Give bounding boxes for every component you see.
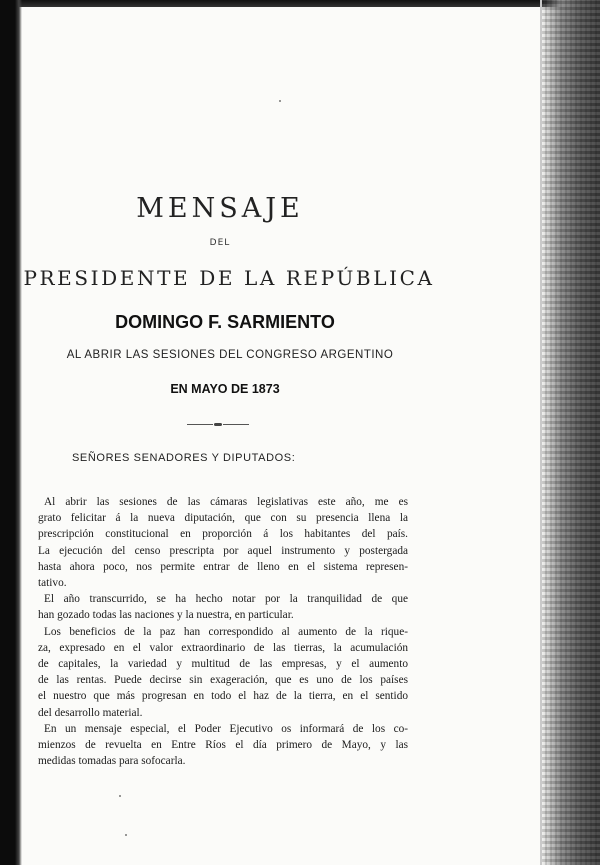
ornament-divider — [187, 423, 249, 427]
body-line: La ejecución del censo prescripta por aquel instrumento y postergada — [38, 544, 408, 557]
date-line: EN MAYO DE 1873 — [170, 382, 280, 396]
body-line: El año transcurrido, se ha hecho notar por la tranquilidad de que — [44, 593, 408, 606]
body-line: Los beneficios de la paz han correspondido al aumento de la rique- — [44, 625, 408, 638]
president-name: DOMINGO F. SARMIENTO — [115, 312, 335, 332]
body-line: de las rentas. Puede decirse sin exageración, que es uno de los países — [38, 674, 408, 687]
body-line: tativo. — [38, 577, 67, 590]
body-line: prescripción constitucional en proporción á los habitantes del país. — [38, 528, 408, 541]
body-line: han gozado todas las naciones y la nuestra, en particular. — [38, 609, 294, 622]
body-line: En un mensaje especial, el Poder Ejecutivo os informará de los co- — [44, 722, 408, 735]
document-title: MENSAJE — [136, 193, 304, 224]
title-connector: DEL — [209, 238, 231, 248]
president-heading: PRESIDENTE DE LA REPÚBLICA — [23, 266, 435, 290]
body-line: medidas tomadas para sofocarla. — [38, 755, 186, 768]
body-line: za, expresado en el valor extraordinario de las tierras, la acumulación — [38, 641, 408, 654]
scan-border-left — [0, 0, 22, 865]
body-line: el nuestro que más progresan en todo el haz de la tierra, en el sentido — [38, 690, 408, 703]
body-line: Al abrir las sesiones de las cámaras legislativas este año, me es — [44, 496, 408, 508]
body-line: de capitales, la variedad y multitud de las empresas, y el aumento — [38, 658, 408, 671]
occasion-line: AL ABRIR LAS SESIONES DEL CONGRESO ARGENTINO — [66, 349, 394, 361]
scan-border-right — [540, 0, 600, 865]
salutation: SEÑORES SENADORES Y DIPUTADOS: — [72, 452, 296, 464]
body-line: del desarrollo material. — [38, 706, 143, 719]
body-line: hasta ahora poco, nos permite entrar de lleno en el sistema represen- — [38, 560, 408, 573]
body-line: mienzos de revuelta en Entre Ríos el día primero de Mayo, y las — [38, 739, 408, 752]
scan-border-top — [0, 0, 600, 7]
body-line: grato felicitar á la nueva diputación, que con su presencia llena la — [38, 512, 408, 525]
scan-speck — [119, 795, 121, 797]
scan-speck — [279, 100, 281, 102]
scan-speck — [125, 834, 127, 836]
message-body — [38, 494, 408, 769]
page-edge-right — [540, 0, 542, 865]
